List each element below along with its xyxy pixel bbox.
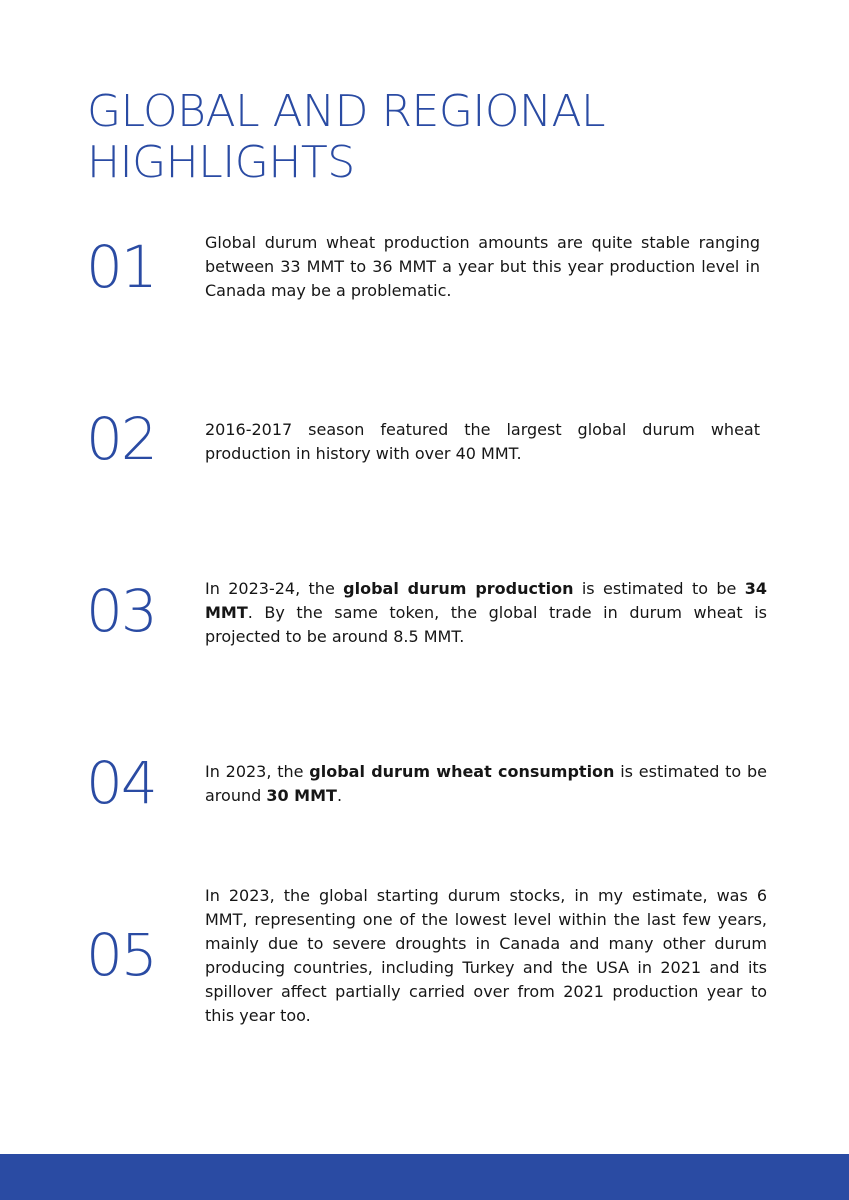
highlight-number: 02 bbox=[86, 405, 156, 473]
text-segment: In 2023-24, the bbox=[205, 579, 344, 598]
page-title: GLOBAL AND REGIONAL HIGHLIGHTS bbox=[87, 86, 606, 188]
highlight-text bbox=[205, 577, 767, 649]
text-segment-bold: 34 MMT bbox=[205, 579, 768, 622]
text-segment: In 2023, the bbox=[205, 762, 310, 781]
highlight-number: 03 bbox=[86, 577, 156, 645]
text-segment-bold: global durum production bbox=[343, 579, 574, 598]
highlight-text bbox=[205, 760, 767, 808]
text-segment: is estimated to be bbox=[573, 579, 745, 598]
highlight-number: 01 bbox=[86, 233, 156, 301]
text-segment: . By the same token, the global trade in durum wheat is projected to be around 8.5 MMT. bbox=[205, 603, 767, 646]
highlight-text bbox=[205, 884, 767, 1028]
highlight-number: 04 bbox=[86, 749, 156, 817]
text-segment-bold: global durum wheat consumption bbox=[309, 762, 615, 781]
text-segment: In 2023, the global starting durum stocks, in my estimate, was 6 MMT, representing one of the lowest level within the last few years, mainly due to severe droughts in Canada and many other durum producing countries, including Turkey and the USA in 2021 and its spillover affect partially carried over from 2021 production year to this year too. bbox=[205, 886, 767, 1025]
text-segment: is estimated to be around bbox=[205, 762, 768, 805]
text-segment: 2016-2017 season featured the largest global durum wheat production in history with over 40 MMT. bbox=[205, 420, 760, 463]
text-segment-bold: 30 MMT bbox=[266, 786, 337, 805]
highlight-number: 05 bbox=[86, 921, 156, 989]
highlight-text bbox=[205, 418, 760, 466]
text-segment: Global durum wheat production amounts are quite stable ranging between 33 MMT to 36 MMT a year but this year production level in Canada may be a problematic. bbox=[205, 233, 760, 300]
text-segment: . bbox=[336, 786, 343, 805]
highlight-text bbox=[205, 231, 760, 303]
footer-bar bbox=[0, 1154, 849, 1200]
